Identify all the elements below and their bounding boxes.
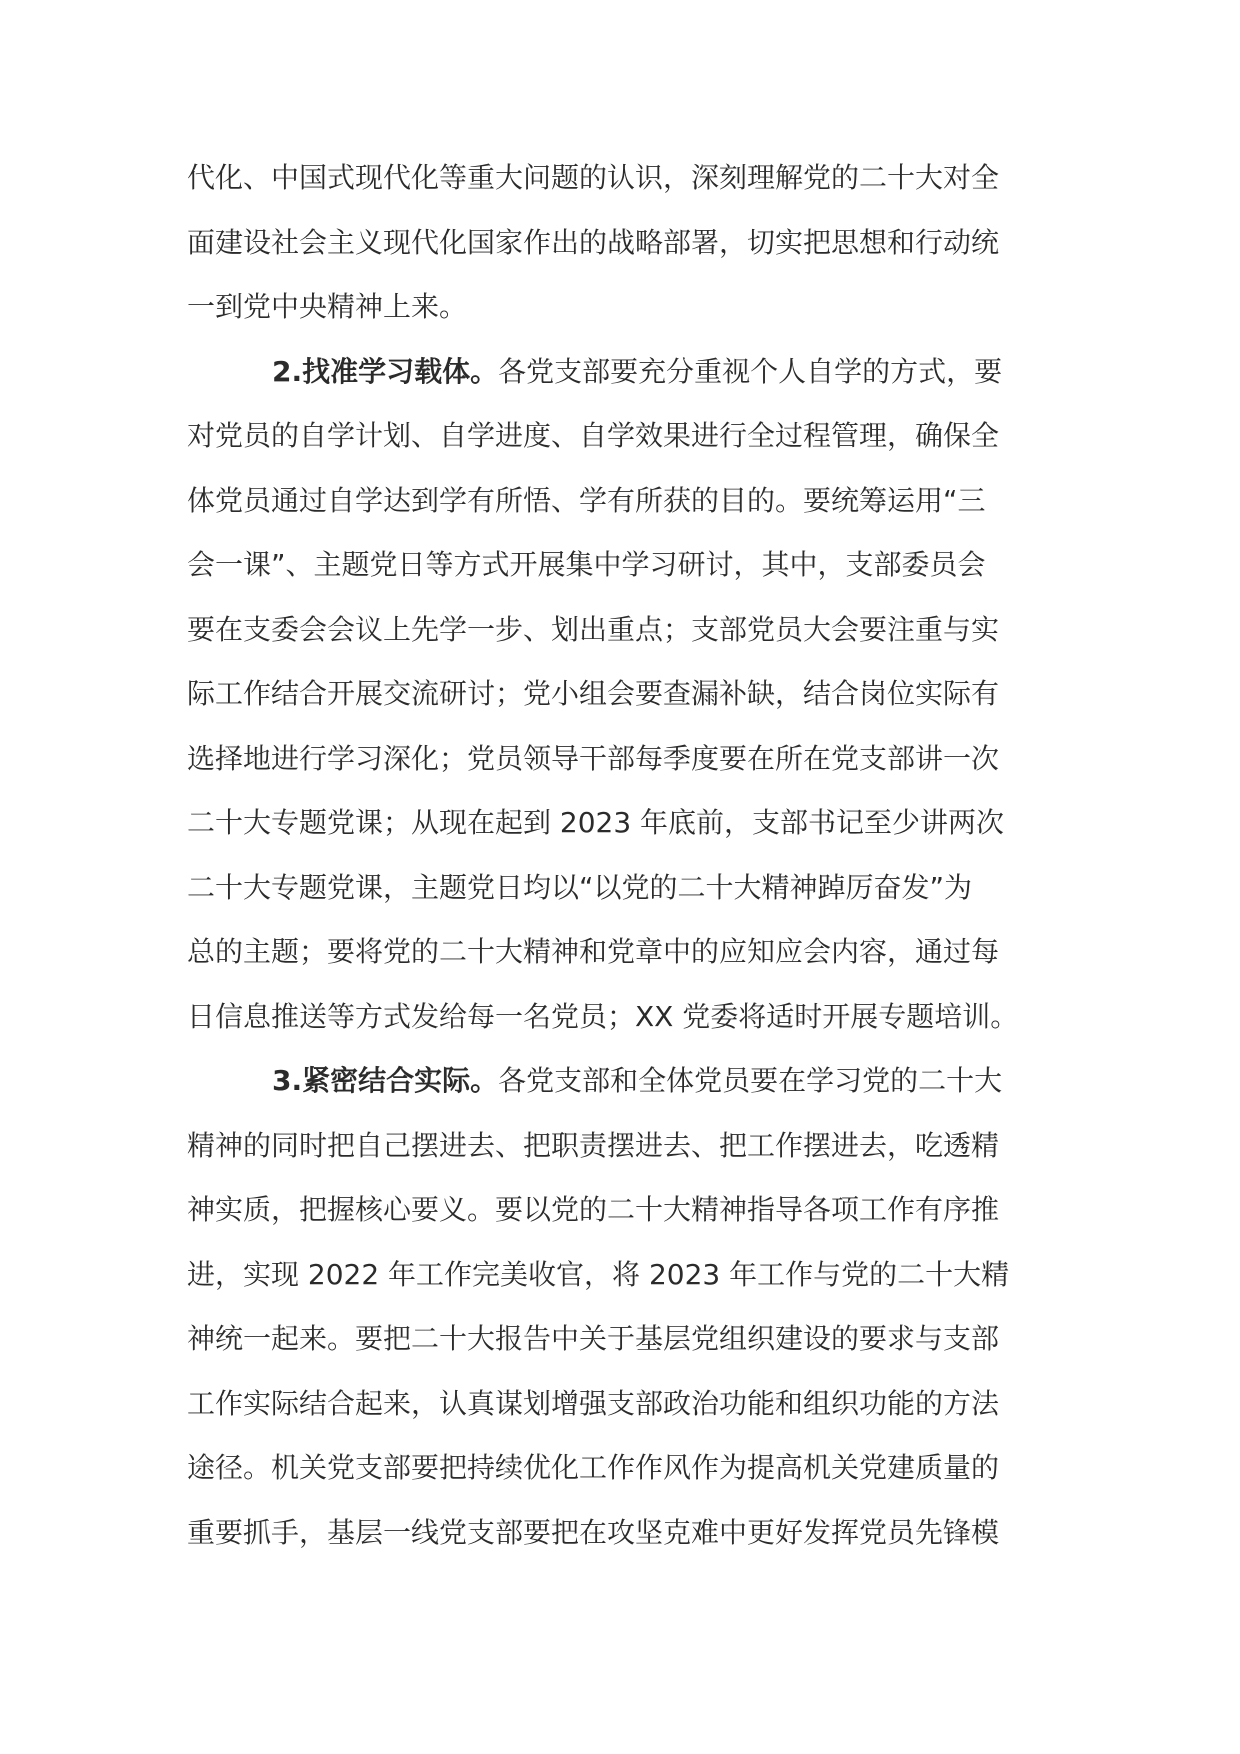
text-line: 总的主题；要将党的二十大精神和党章中的应知应会内容，通过每	[187, 935, 1000, 968]
text-line: 面建设社会主义现代化国家作出的战略部署，切实把思想和行动统	[187, 225, 1000, 259]
text-line: 神统一起来。要把二十大报告中关于基层党组织建设的要求与支部	[187, 1322, 1000, 1355]
text-line: 一到党中央精神上来。	[187, 290, 468, 323]
paragraph-first-line	[187, 340, 1055, 405]
document-body	[187, 146, 1055, 1565]
paragraph-first-line	[187, 1049, 1055, 1114]
text-line: 二十大专题党课；从现在起到 2023 年底前，支部书记至少讲两次	[187, 806, 1005, 839]
text-line: 选择地进行学习深化；党员领导干部每季度要在所在党支部讲一次	[187, 741, 1000, 775]
paragraph-1	[187, 146, 1055, 340]
text-line: 要在支委会会议上先学一步、划出重点；支部党员大会要注重与实	[187, 612, 1000, 646]
text-line: 体党员通过自学达到学有所悟、学有所获的目的。要统筹运用“三	[187, 483, 986, 517]
text-line: 精神的同时把自己摆进去、把职责摆进去、把工作摆进去，吃透精	[187, 1128, 1000, 1162]
text-line: 神实质，把握核心要义。要以党的二十大精神指导各项工作有序推	[187, 1193, 1000, 1226]
text-run: 各党支部和全体党员要在学习党的二十大	[498, 1064, 1003, 1097]
text-line: 进，实现 2022 年工作完美收官，将 2023 年工作与党的二十大精	[187, 1257, 1010, 1291]
text-line: 二十大专题党课，主题党日均以“以党的二十大精神踔厉奋发”为	[187, 870, 973, 904]
paragraph-2	[187, 340, 1055, 1050]
text-line: 对党员的自学计划、自学进度、自学效果进行全过程管理，确保全	[187, 419, 1000, 452]
paragraph-3	[187, 1049, 1055, 1565]
text-line: 工作实际结合起来，认真谋划增强支部政治功能和组织功能的方法	[187, 1386, 1000, 1420]
text-line: 重要抓手，基层一线党支部要把在攻坚克难中更好发挥党员先锋模	[187, 1515, 1000, 1549]
text-line: 际工作结合开展交流研讨；党小组会要查漏补缺，结合岗位实际有	[187, 677, 1000, 710]
section-heading: 2.找准学习载体。	[272, 354, 499, 388]
text-line: 代化、中国式现代化等重大问题的认识，深刻理解党的二十大对全	[187, 161, 1000, 194]
section-heading: 3.紧密结合实际。	[272, 1064, 499, 1097]
text-run: 各党支部要充分重视个人自学的方式，要	[498, 354, 1003, 388]
text-line: 途径。机关党支部要把持续优化工作作风作为提高机关党建质量的	[187, 1451, 1000, 1484]
text-line: 日信息推送等方式发给每一名党员；XX 党委将适时开展专题培训。	[187, 999, 1019, 1033]
text-line: 会一课”、主题党日等方式开展集中学习研讨，其中，支部委员会	[187, 548, 986, 581]
